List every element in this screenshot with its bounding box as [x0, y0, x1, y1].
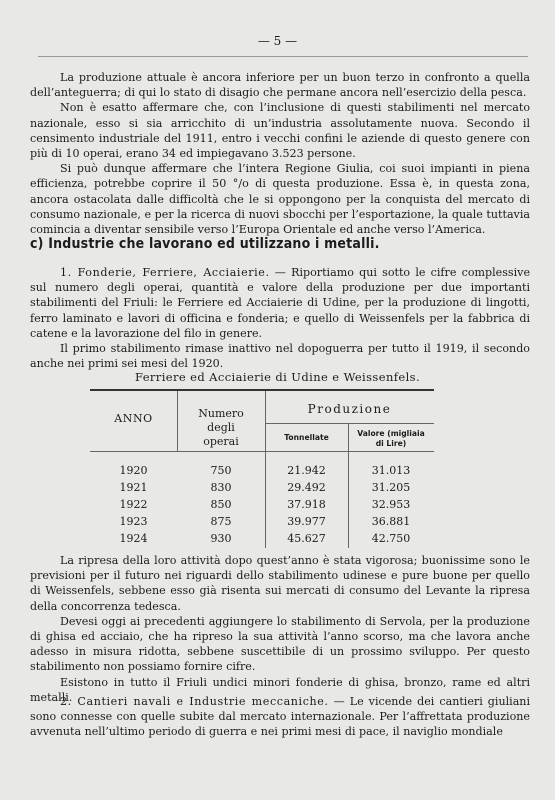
cell-valore: 31.205: [371, 481, 411, 494]
paragraph: [30, 265, 530, 341]
paragraph: Non è esatto affermare che, con l’inclusione di questi stabilimenti nel mercato nazionale, esso si sia arricchito di un’industria assolutamente nuova. Secondo il censimento industriale del 1911, entro i vecchi confini le aziende di questo genere con più di 10 operai, erano 34 ed impiegavano 3.523 persone.: [30, 101, 530, 161]
divider: [90, 451, 434, 452]
cell-operai: 830: [210, 481, 232, 494]
paragraph: Devesi oggi ai precedenti aggiungere lo stabilimento di Servola, per la produzione di ghisa ed acciaio, che ha ripreso la sua attività l’anno scorso, ma che lavora anche adesso in misura ridotta, sebbene suscettibile di un prossimo sviluppo. Per questo stabilimento non possiamo fornire cifre.: [30, 614, 530, 674]
cell-operai: 930: [210, 532, 232, 545]
cell-anno: 1921: [119, 481, 148, 494]
cell-tonnellate: 39.977: [287, 515, 326, 528]
paragraph: Esistono in tutto il Friuli undici minori fonderie di ghisa, bronzo, rame ed altri metalli.: [30, 675, 530, 704]
cell-anno: 1923: [119, 515, 148, 528]
section-heading: c) Industrie che lavorano ed utilizzano i metalli.: [30, 236, 380, 252]
header-produzione: Produzione: [307, 402, 392, 416]
item-text: — Riportiamo qui sotto le cifre complessive sul numero degli operai, quantità e valore della produzione per due importanti stabilimenti del Friuli: le Ferriere ed Acciaierie di Udine, per la produzione di lingotti, ferro laminato e lavori di officina e fonderia; e quello di Weissenfels per la fabbrica di catene e la lavorazione del filo in genere.: [30, 266, 531, 340]
cell-operai: 875: [210, 515, 232, 528]
cell-valore: 42.750: [371, 532, 411, 545]
paragraph: [30, 694, 530, 740]
cell-anno: 1922: [119, 498, 148, 511]
header-anno: ANNO: [114, 412, 153, 425]
header-rule: [38, 56, 528, 57]
item-title: 1. Fonderie, Ferriere, Acciaierie.: [60, 266, 270, 279]
header-operai: Numero degli operai: [198, 407, 244, 448]
cell-valore: 36.881: [371, 515, 411, 528]
table-row: [90, 515, 434, 532]
cell-operai: 850: [210, 498, 232, 511]
header-valore: Valore (migliaia di Lire): [357, 429, 425, 448]
cell-operai: 750: [210, 464, 232, 477]
cell-tonnellate: 45.627: [287, 532, 326, 545]
cell-valore: 31.013: [371, 464, 411, 477]
paragraph: Il primo stabilimento rimase inattivo nel dopoguerra per tutto il 1919, il secondo anche nei primi sei mesi del 1920.: [30, 342, 530, 371]
cell-tonnellate: 21.942: [287, 464, 326, 477]
text-block-outlook: [30, 553, 530, 705]
item-title: 2. Cantieri navali e Industrie meccaniche.: [60, 695, 329, 708]
page-number: — 5 —: [257, 34, 298, 48]
text-block-shipyards: [30, 694, 530, 740]
text-block-foundries: [30, 265, 530, 371]
cell-tonnellate: 37.918: [287, 498, 326, 511]
text-block-intro: [30, 70, 530, 237]
cell-anno: 1924: [119, 532, 148, 545]
divider: [177, 391, 178, 451]
divider: [265, 423, 434, 424]
header-tonnellate: Tonnellate: [284, 433, 329, 442]
paragraph: Si può dunque affermare che l’intera Regione Giulia, coi suoi impianti in piena efficienza, potrebbe coprire il 50 °/o di questa produzione. Essa è, in questa zona, ancora ostacolata dalle difficoltà che le si oppongono per la conquista del mercato di consumo nazionale, e per la ricerca di nuovi sbocchi per l’esportazione, la quale tuttavia comincia a diventar sensibile verso l’Europa Orientale ed anche verso l’America.: [30, 162, 530, 237]
data-table: [90, 389, 434, 548]
table-row: [90, 498, 434, 515]
table-row: [90, 464, 434, 481]
paragraph: La produzione attuale è ancora inferiore per un buon terzo in confronto a quella dell’anteguerra; di qui lo stato di disagio che permane ancora nell’esercizio della pesca.: [30, 71, 530, 100]
table-row: [90, 532, 434, 549]
table-title: Ferriere ed Acciaierie di Udine e Weissenfels.: [134, 370, 421, 384]
cell-anno: 1920: [119, 464, 148, 477]
cell-valore: 32.953: [371, 498, 411, 511]
item-text: — Le vicende dei cantieri giuliani sono connesse con quelle subite dal mercato internazionale. Per l’affrettata produzione avvenuta nell’ultimo periodo di guerra e nei primi mesi di pace, il naviglio mondiale: [30, 695, 530, 739]
paragraph: La ripresa della loro attività dopo quest’anno è stata vigorosa; buonissime sono le previsioni per il futuro nei riguardi dello stabilimento udinese e pure buone per quello di Weissenfels, sebbene esso già risenta sui mercati di consumo del Levante la ripresa della concorrenza tedesca.: [30, 554, 530, 613]
cell-tonnellate: 29.492: [287, 481, 326, 494]
table-row: [90, 481, 434, 498]
